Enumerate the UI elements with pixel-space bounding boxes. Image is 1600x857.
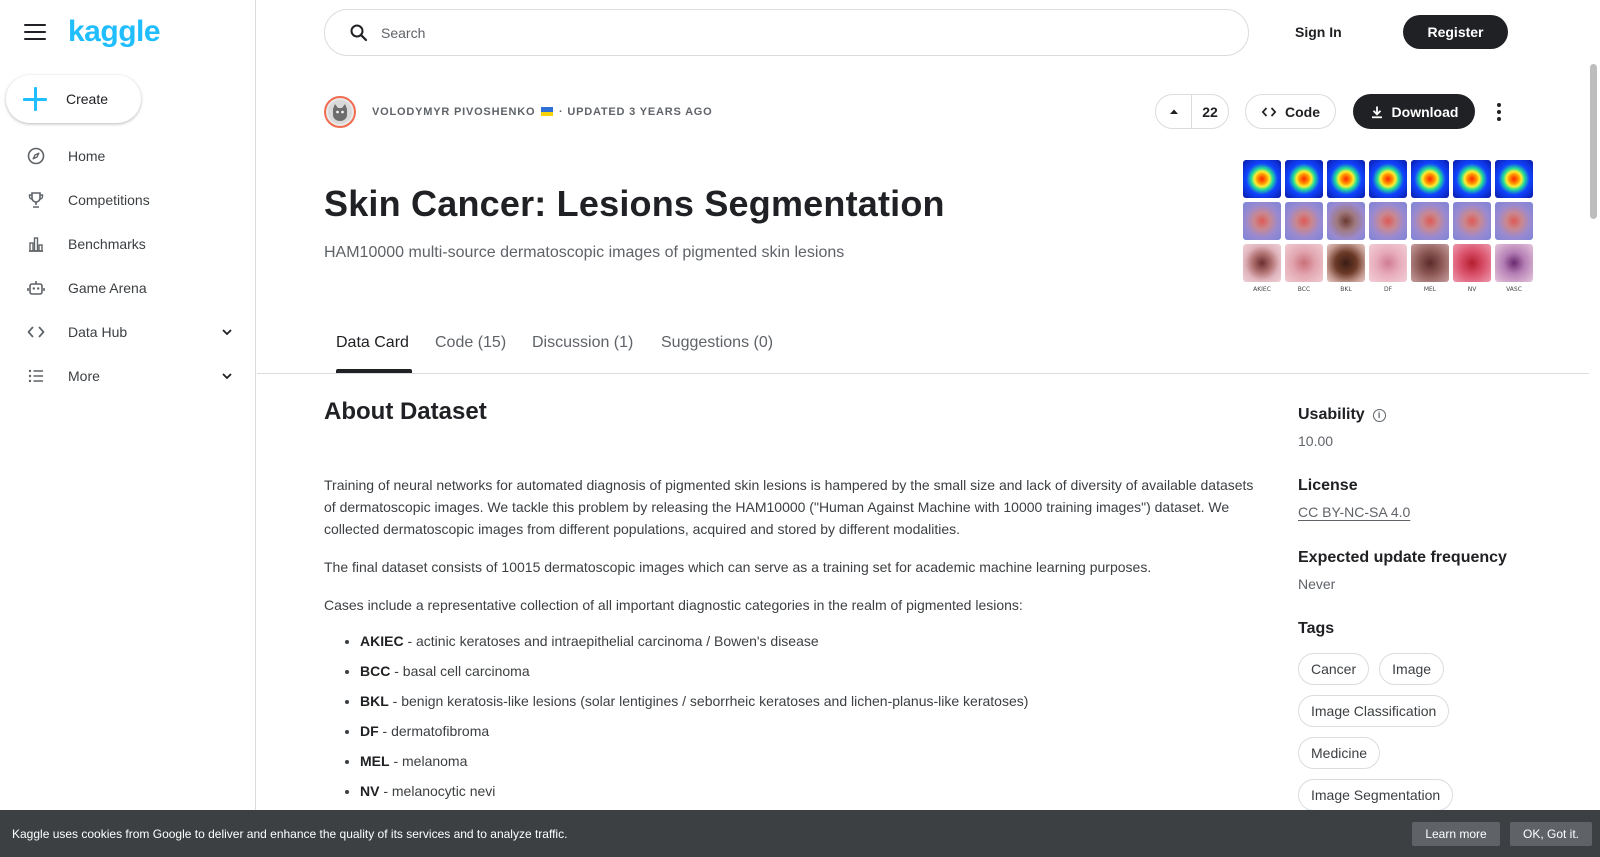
tab-data-card[interactable]: Data Card	[336, 334, 409, 351]
category-code: DF	[360, 723, 379, 739]
sidebar-item-benchmarks[interactable]	[0, 222, 256, 266]
license-label: License	[1298, 477, 1358, 494]
compass-icon	[26, 146, 46, 166]
about-paragraph: Training of neural networks for automated diagnosis of pigmented skin lesions is hampered by the small size and lack of diversity of available datasets of dermatoscopic images. We tackle this problem by releasing the HAM10000 ("Human Against Machine with 10000 training images") dataset. We collected dermatoscopic images from different populations, acquired and stored by different modalities.	[324, 477, 1254, 537]
usability-label-text: Usability	[1298, 406, 1365, 423]
lesion-cell	[1411, 244, 1449, 282]
cookie-text: Kaggle uses cookies from Google to deliver and enhance the quality of its services and to analyze traffic.	[12, 826, 568, 841]
dataset-metadata	[1298, 405, 1578, 811]
thumbnail-labels	[1243, 286, 1525, 293]
list-item	[360, 690, 1259, 712]
code-icon	[1261, 104, 1277, 120]
category-desc: - benign keratosis-like lesions (solar lentigines / seborrheic keratoses and lichen-planus-like keratoses)	[388, 693, 1029, 709]
sidebar-item-competitions[interactable]	[0, 178, 256, 222]
download-button[interactable]	[1353, 94, 1475, 129]
vote-widget	[1155, 94, 1229, 129]
search-input[interactable]	[381, 25, 1181, 41]
about-heading: About Dataset	[324, 398, 487, 425]
category-desc: - actinic keratoses and intraepithelial carcinoma / Bowen's disease	[403, 633, 819, 649]
category-desc: - basal cell carcinoma	[390, 663, 530, 679]
sidebar-item-label: Home	[68, 148, 106, 164]
cat-avatar-icon	[328, 100, 352, 124]
thumbnail-label: NV	[1467, 286, 1477, 293]
category-desc: - melanocytic nevi	[379, 783, 496, 799]
lesion-cell	[1453, 244, 1491, 282]
thumbnail-label: BCC	[1297, 286, 1311, 293]
sidebar	[0, 0, 256, 857]
lesion-cell	[1495, 244, 1533, 282]
overlay-cell	[1243, 202, 1281, 240]
tags-label: Tags	[1298, 620, 1335, 637]
create-button[interactable]	[6, 75, 141, 123]
tab-code[interactable]: Code (15)	[435, 334, 507, 351]
plus-icon	[23, 87, 47, 111]
sidebar-item-home[interactable]	[0, 134, 256, 178]
update-frequency-value: Never	[1298, 576, 1336, 592]
sidebar-item-label: Benchmarks	[68, 236, 146, 252]
sidebar-item-data-hub[interactable]	[0, 310, 256, 354]
heatmap-cell	[1369, 160, 1407, 198]
thumbnail-label: AKIEC	[1253, 286, 1271, 293]
thumbnail-grid	[1243, 160, 1525, 282]
scrollbar-thumb[interactable]	[1590, 64, 1597, 219]
category-desc: - dermatofibroma	[378, 723, 490, 739]
overlay-cell	[1369, 202, 1407, 240]
dataset-subtitle: HAM10000 multi-source dermatoscopic images of pigmented skin lesions	[324, 244, 845, 261]
tab-suggestions[interactable]: Suggestions (0)	[661, 334, 774, 351]
overlay-cell	[1285, 202, 1323, 240]
usability-value: 10.00	[1298, 433, 1334, 449]
code-brackets-icon	[26, 322, 46, 342]
tag-chip[interactable]: Image Segmentation	[1298, 779, 1453, 811]
ok-got-it-button[interactable]: OK, Got it.	[1510, 822, 1592, 846]
code-button[interactable]	[1245, 94, 1336, 129]
dataset-thumbnail	[1243, 160, 1525, 300]
download-button-label: Download	[1391, 103, 1459, 120]
list-item	[360, 780, 1259, 802]
thumbnail-label: BKL	[1340, 286, 1352, 293]
create-label: Create	[66, 91, 109, 107]
list-item	[360, 720, 1259, 742]
overlay-cell	[1411, 202, 1449, 240]
sign-in-button[interactable]: Sign In	[1295, 24, 1342, 40]
tag-chip[interactable]: Medicine	[1298, 737, 1380, 769]
tag-chip[interactable]: Image Classification	[1298, 695, 1449, 727]
page-title: Skin Cancer: Lesions Segmentation	[324, 183, 945, 224]
about-paragraph: Cases include a representative collection of all important diagnostic categories in the realm of pigmented lesions:	[324, 597, 1023, 613]
license-link[interactable]: CC BY-NC-SA 4.0	[1298, 504, 1411, 520]
category-code: NV	[360, 783, 380, 799]
chevron-down-icon[interactable]	[220, 369, 234, 383]
caret-up-icon	[1168, 106, 1180, 118]
updated-text: · UPDATED 3 YEARS AGO	[559, 106, 713, 118]
dataset-tabs	[257, 325, 1589, 374]
category-code: BKL	[360, 693, 389, 709]
usability-label	[1298, 405, 1578, 425]
heatmap-cell	[1453, 160, 1491, 198]
register-button[interactable]: Register	[1403, 15, 1508, 49]
bar-chart-icon	[26, 234, 46, 254]
avatar[interactable]	[324, 96, 356, 128]
tag-chip[interactable]: Image	[1379, 653, 1444, 685]
active-tab-indicator	[336, 369, 412, 373]
search-bar[interactable]	[324, 9, 1249, 56]
owner-meta	[372, 106, 713, 118]
main-content	[257, 0, 1600, 857]
category-desc: - melanoma	[389, 753, 468, 769]
owner-name[interactable]: VOLODYMYR PIVOSHENKO	[372, 106, 536, 118]
trophy-icon	[26, 190, 46, 210]
overlay-cell	[1495, 202, 1533, 240]
download-icon	[1370, 105, 1384, 119]
tag-chip[interactable]: Cancer	[1298, 653, 1369, 685]
vote-count[interactable]: 22	[1202, 103, 1218, 120]
sidebar-item-label: Data Hub	[68, 324, 128, 340]
brand	[24, 16, 160, 48]
sidebar-item-label: Game Arena	[68, 280, 147, 296]
more-options-icon[interactable]	[1487, 100, 1511, 124]
list-item	[360, 630, 1259, 652]
ukraine-flag-icon	[541, 107, 553, 116]
list-icon	[26, 366, 46, 386]
lesion-cell	[1327, 244, 1365, 282]
heatmap-cell	[1243, 160, 1281, 198]
lesion-cell	[1243, 244, 1281, 282]
list-item	[360, 660, 1259, 682]
overlay-cell	[1327, 202, 1365, 240]
about-paragraph: The final dataset consists of 10015 dermatoscopic images which can serve as a training set for academic machine learning purposes.	[324, 559, 1152, 575]
heatmap-cell	[1285, 160, 1323, 198]
info-icon[interactable]: i	[1373, 409, 1386, 422]
chevron-down-icon[interactable]	[220, 325, 234, 339]
sidebar-item-label: Competitions	[68, 192, 150, 208]
category-code: AKIEC	[360, 633, 404, 649]
about-dataset	[324, 395, 1259, 810]
category-code: MEL	[360, 753, 390, 769]
dataset-owner-row	[324, 96, 713, 128]
sidebar-item-game-arena[interactable]	[0, 266, 256, 310]
search-icon	[349, 23, 369, 43]
robot-icon	[26, 278, 46, 298]
overlay-cell	[1453, 202, 1491, 240]
heatmap-cell	[1327, 160, 1365, 198]
lesion-cell	[1369, 244, 1407, 282]
heatmap-cell	[1495, 160, 1533, 198]
heatmap-cell	[1411, 160, 1449, 198]
update-frequency-label: Expected update frequency	[1298, 549, 1507, 566]
lesion-cell	[1285, 244, 1323, 282]
learn-more-button[interactable]: Learn more	[1412, 822, 1500, 846]
sidebar-item-more[interactable]	[0, 354, 256, 398]
list-item	[360, 750, 1259, 772]
category-list	[324, 630, 1259, 802]
tab-discussion[interactable]: Discussion (1)	[532, 334, 634, 351]
kaggle-logo[interactable]: kaggle	[68, 15, 161, 48]
thumbnail-label: MEL	[1423, 286, 1437, 293]
menu-icon[interactable]	[24, 24, 46, 40]
sidebar-nav	[0, 134, 256, 398]
upvote-button[interactable]	[1156, 95, 1192, 128]
category-code: BCC	[360, 663, 391, 679]
sidebar-item-label: More	[68, 368, 100, 384]
thumbnail-label: DF	[1383, 286, 1393, 293]
tag-list	[1298, 653, 1538, 811]
cookie-banner	[0, 810, 1600, 857]
thumbnail-label: VASC	[1506, 286, 1522, 293]
code-button-label: Code	[1285, 103, 1320, 120]
